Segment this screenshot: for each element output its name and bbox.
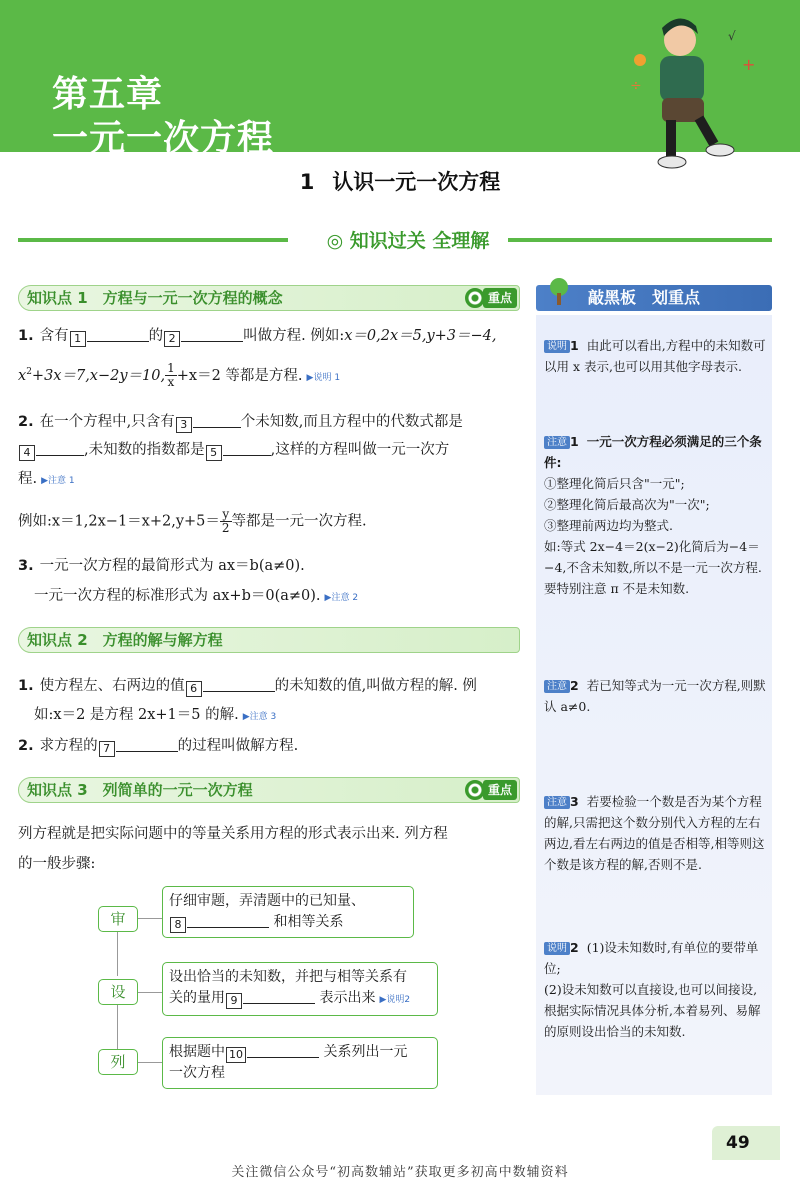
answer-blank[interactable] [187,914,269,928]
kp2-item-1: 1. 使方程左、右两边的值 6 的未知数的值,叫做方程的解. 例 [18,678,477,695]
answer-box[interactable]: 5 [206,445,222,461]
kp1-item-2-line-3: 程. ▶注意 1 [18,471,75,487]
answer-box[interactable]: 4 [19,445,35,461]
answer-box[interactable]: 10 [226,1047,246,1063]
step-formulate: 列 [98,1049,138,1075]
answer-blank[interactable] [223,442,271,456]
step-set-box: 设出恰当的未知数，并把与相等关系有 关的量用 9 表示出来 ▶说明2 [162,962,438,1016]
sidebar-notes [536,285,772,1085]
kp1-item-3: 3. 一元一次方程的最简形式为 ax＝b(a≠0). [18,558,305,574]
sidebar-header: 敲黑板 划重点 [536,285,772,311]
flow-connector [117,932,118,976]
note-link-attention-3[interactable]: ▶注意 3 [242,712,277,722]
page-number: 49 [712,1126,780,1160]
chapter-title: 一元一次方程 [52,118,275,159]
answer-blank[interactable] [247,1044,319,1058]
kp1-item-3-line-2: 一元一次方程的标准形式为 ax+b＝0(a≠0). ▶注意 2 [34,588,359,604]
flow-connector [138,918,162,919]
knowledge-point-3-header: 知识点 3 列简单的一元一次方程 重点 [18,777,520,803]
svg-text:√: √ [728,29,736,43]
step-review-box: 仔细审题，弄清题中的已知量、 8 和相等关系 [162,886,414,938]
kp1-item-1-line-2: $x^2+3x=7,x-2y=10$, $\frac{1}{x}$ +x＝2 等都是方程. ▶说明 1 [18,361,341,390]
kp3-intro-line-2: 的一般步骤: [18,856,96,872]
key-point-badge: 重点 [483,780,517,800]
student-illustration-icon [610,10,760,180]
answer-blank[interactable] [36,442,84,456]
section-divider [18,226,772,256]
step-formulate-box: 根据题中 10 关系列出一元 一次方程 [162,1037,438,1089]
answer-box[interactable]: 2 [164,331,180,347]
flow-connector [117,1005,118,1049]
footer-note: 关注微信公众号“初高数辅站”获取更多初高中数辅资料 [231,1165,569,1180]
kp2-item-1-line-2: 如:x＝2 是方程 2x+1＝5 的解. ▶注意 3 [34,707,277,723]
knowledge-point-2-header: 知识点 2 方程的解与解方程 [18,627,520,653]
answer-box[interactable]: 1 [70,331,86,347]
tree-icon [546,277,572,307]
kp3-intro: 列方程就是把实际问题中的等量关系用方程的形式表示出来. 列方程 [18,826,448,842]
kp1-item-1: 1. 含有 1 的 2 叫做方程. 例如:x＝0,2x＝5,y+3＝−4, [18,328,497,345]
svg-text:+: + [742,55,756,74]
kp1-item-2-example: 例如:x＝1,2x−1＝x+2,y+5＝ $\frac{y}{2}$ 等都是一元一次方程. [18,507,367,535]
answer-blank[interactable] [203,678,275,692]
kp1-item-2: 2. 在一个方程中,只含有 3 个未知数,而且方程中的代数式都是 [18,414,463,431]
chapter-number: 第五章 [52,74,164,115]
key-point-badge: 重点 [483,288,517,308]
answer-blank[interactable] [87,328,149,342]
divider-line-right [508,238,772,242]
flow-connector [138,992,162,993]
kp2-item-2: 2. 求方程的 7 的过程叫做解方程. [18,738,299,755]
answer-box[interactable]: 8 [170,917,186,933]
answer-blank[interactable] [243,990,315,1004]
note-explain-1: 说明 1 由此可以看出,方程中的未知数可以用 x 表示,也可以用其他字母表示. [544,338,766,374]
answer-blank[interactable] [116,738,178,752]
note-link-attention-2[interactable]: ▶注意 2 [324,593,359,603]
note-attention-3: 注意 3 若要检验一个数是否为某个方程的解,只需把这个数分别代入方程的左右两边,看左右两边的值是否相等,相等则这个数是该方程的解,否则不是. [544,794,765,872]
flow-connector [138,1062,162,1063]
note-attention-2: 注意 2 若已知等式为一元一次方程,则默认 a≠0. [544,678,766,714]
step-review: 审 [98,906,138,932]
divider-line-left [18,238,288,242]
divider-label: ◎ 知识过关 全理解 [308,226,508,253]
note-link-attention-1[interactable]: ▶注意 1 [41,476,75,486]
note-link-explain-2[interactable]: ▶说明2 [379,995,411,1005]
note-explain-2: 说明 2 (1)设未知数时,有单位的要带单位; (2)设未知数可以直接设,也可以间接设,根据实际情况具体分析,本着易列、易解的原则设出恰当的未知数. [544,940,761,1039]
note-attention-1: 注意 1 一元一次方程必须满足的三个条件: ①整理化简后只含"一元"; ②整理化简后最高次为"一次"; ③整理前两边均为整式. 如:等式 2x−4＝2(x−2)化简后为−4＝−4,不含未知数,所以不是一元一次方程. 要特别注意 π 不是未知数. [544,434,762,596]
answer-blank[interactable] [193,414,241,428]
knowledge-point-1-header: 知识点 1 方程与一元一次方程的概念 重点 [18,285,520,311]
fraction: $\frac{1}{x}$ [167,361,175,390]
note-link-explain-1[interactable]: ▶说明 1 [306,372,341,383]
answer-box[interactable]: 9 [226,993,242,1009]
answer-blank[interactable] [181,328,243,342]
fraction: $\frac{y}{2}$ [221,507,230,535]
answer-box[interactable]: 3 [176,417,192,433]
step-set: 设 [98,979,138,1005]
answer-box[interactable]: 7 [99,741,115,757]
section-title: 1 认识一元一次方程 [299,170,501,194]
svg-text:÷: ÷ [630,78,642,94]
kp1-item-2-line-2: 4 ,未知数的指数都是 5 ,这样的方程叫做一元一次方 [18,440,523,461]
answer-box[interactable]: 6 [186,681,202,697]
